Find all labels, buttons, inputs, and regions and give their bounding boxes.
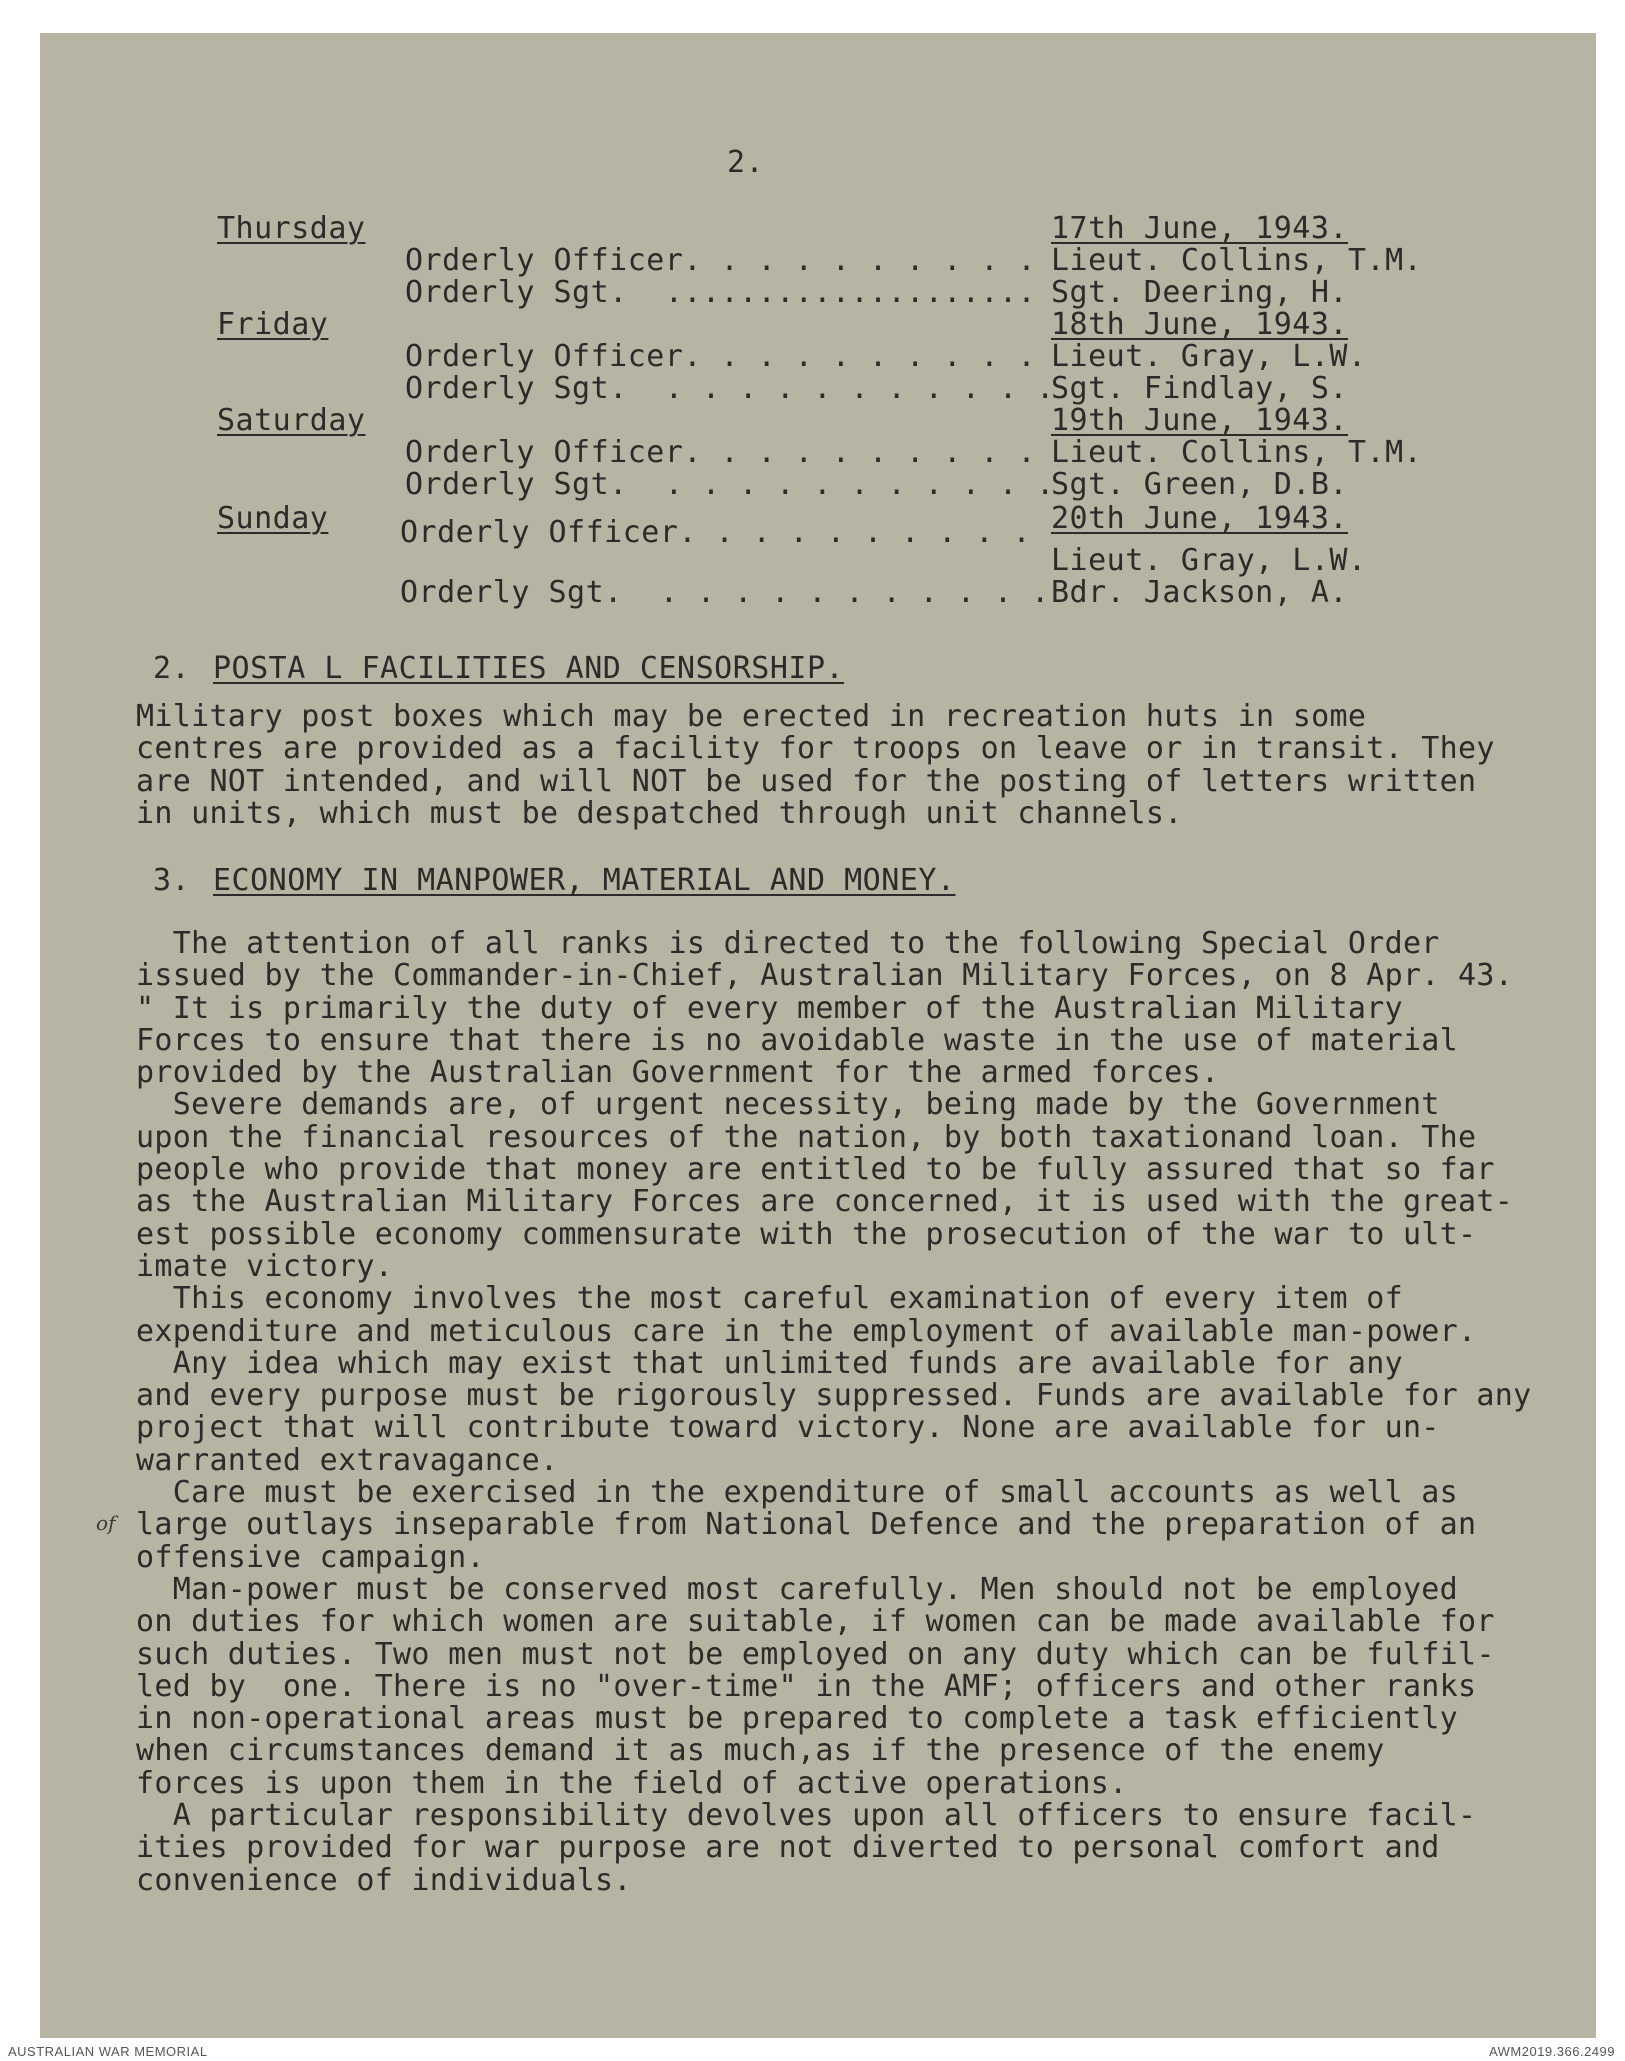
date-friday: 18th June, 1943. xyxy=(1051,307,1348,342)
body-line: The attention of all ranks is directed to the following Special Order xyxy=(136,926,1440,961)
body-line: led by one. There is no "over-time" in the AMF; officers and other ranks xyxy=(136,1668,1477,1704)
body-line: large outlays inseparable from National Defence and the preparation of an xyxy=(136,1507,1477,1543)
sgt-friday: Sgt. Findlay, S. xyxy=(1051,371,1348,406)
body-line: warranted extravagance. xyxy=(136,1442,559,1478)
label-orderly-officer: Orderly Officer. . . . . . . . . . xyxy=(400,515,1032,550)
day-sunday: Sunday xyxy=(217,501,329,536)
footer-left: AUSTRALIAN WAR MEMORIAL xyxy=(8,2044,208,2059)
body-line: provided by the Australian Government for the armed forces. xyxy=(136,1055,1220,1091)
body-line: as the Australian Military Forces are concerned, it is used with the great- xyxy=(136,1184,1514,1220)
section-3-body xyxy=(136,928,1596,1897)
body-line: Any idea which may exist that unlimited funds are available for any xyxy=(136,1345,1403,1381)
body-line: ities provided for war purpose are not diverted to personal comfort and xyxy=(136,1830,1440,1866)
body-line: Care must be exercised in the expenditure of small accounts as well as xyxy=(136,1475,1459,1511)
body-line: Severe demands are, of urgent necessity, being made by the Government xyxy=(136,1087,1440,1123)
body-line: This economy involves the most careful examination of every item of xyxy=(136,1281,1403,1317)
date-saturday: 19th June, 1943. xyxy=(1051,403,1348,438)
body-line: on duties for which women are suitable, if women can be made available for xyxy=(136,1604,1495,1640)
body-line: Man-power must be conserved most carefully. Men should not be employed xyxy=(136,1571,1459,1607)
body-line: expenditure and meticulous care in the employment of available man-power. xyxy=(136,1313,1477,1349)
date-thursday: 17th June, 1943. xyxy=(1051,211,1348,246)
section-2-body xyxy=(136,701,1596,830)
section-2-title: POSTA L FACILITIES AND CENSORSHIP. xyxy=(213,651,845,686)
body-line: when circumstances demand it as much,as if the presence of the enemy xyxy=(136,1733,1385,1769)
sgt-sunday: Bdr. Jackson, A. xyxy=(1051,575,1348,610)
body-line: people who provide that money are entitled to be fully assured that so far xyxy=(136,1152,1495,1188)
label-orderly-officer: Orderly Officer. . . . . . . . . . xyxy=(405,435,1037,470)
day-friday: Friday xyxy=(217,307,329,342)
sgt-thursday: Sgt. Deering, H. xyxy=(1051,275,1348,310)
section-3-title: ECONOMY IN MANPOWER, MATERIAL AND MONEY. xyxy=(213,863,956,898)
body-line: est possible economy commensurate with the prosecution of the war to ult- xyxy=(136,1216,1477,1252)
label-orderly-officer: Orderly Officer. . . . . . . . . . xyxy=(405,339,1037,374)
handwritten-margin-note: of xyxy=(96,1511,116,1535)
body-line: such duties. Two men must not be employed on any duty which can be fulfil- xyxy=(136,1636,1495,1672)
footer-right: AWM2019.366.2499 xyxy=(1488,2044,1615,2059)
body-line: Forces to ensure that there is no avoidable waste in the use of material xyxy=(136,1022,1459,1058)
body-line: upon the financial resources of the nation, by both taxationand loan. The xyxy=(136,1119,1477,1155)
label-orderly-sgt: Orderly Sgt. . . . . . . . . . . . xyxy=(405,371,1055,406)
body-line: in units, which must be despatched through unit channels. xyxy=(136,795,1183,831)
sgt-saturday: Sgt. Green, D.B. xyxy=(1051,467,1348,502)
label-orderly-sgt: Orderly Sgt. . . . . . . . . . . . xyxy=(405,467,1055,502)
body-line: " It is primarily the duty of every member of the Australian Military xyxy=(136,990,1403,1026)
document-page xyxy=(40,33,1596,2038)
body-line: and every purpose must be rigorously suppressed. Funds are available for any xyxy=(136,1378,1532,1414)
body-line: convenience of individuals. xyxy=(136,1862,632,1898)
label-orderly-sgt: Orderly Sgt. .................... xyxy=(405,275,1037,310)
officer-saturday: Lieut. Collins, T.M. xyxy=(1051,435,1423,470)
body-line: are NOT intended, and will NOT be used for the posting of letters written xyxy=(136,763,1477,799)
body-line: Military post boxes which may be erected in recreation huts in some xyxy=(136,699,1367,734)
day-saturday: Saturday xyxy=(217,403,366,438)
body-line: project that will contribute toward victory. None are available for un- xyxy=(136,1410,1440,1446)
body-line: forces is upon them in the field of active operations. xyxy=(136,1765,1128,1801)
body-line: issued by the Commander-in-Chief, Australian Military Forces, on 8 Apr. 43. xyxy=(136,958,1514,994)
officer-friday: Lieut. Gray, L.W. xyxy=(1051,339,1367,374)
page-number: 2. xyxy=(727,145,765,180)
body-line: offensive campaign. xyxy=(136,1539,485,1575)
label-orderly-officer: Orderly Officer. . . . . . . . . . xyxy=(405,243,1037,278)
body-line: imate victory. xyxy=(136,1248,394,1284)
day-thursday: Thursday xyxy=(217,211,366,246)
section-2-number: 2. xyxy=(153,651,191,686)
officer-thursday: Lieut. Collins, T.M. xyxy=(1051,243,1423,278)
label-orderly-sgt: Orderly Sgt. . . . . . . . . . . . xyxy=(400,575,1050,610)
officer-sunday: Lieut. Gray, L.W. xyxy=(1051,543,1367,578)
body-line: centres are provided as a facility for troops on leave or in transit. They xyxy=(136,731,1495,767)
body-line: A particular responsibility devolves upon all officers to ensure facil- xyxy=(136,1798,1477,1834)
date-sunday: 20th June, 1943. xyxy=(1051,501,1348,536)
body-line: in non-operational areas must be prepared to complete a task efficiently xyxy=(136,1701,1459,1737)
section-3-number: 3. xyxy=(153,863,191,898)
